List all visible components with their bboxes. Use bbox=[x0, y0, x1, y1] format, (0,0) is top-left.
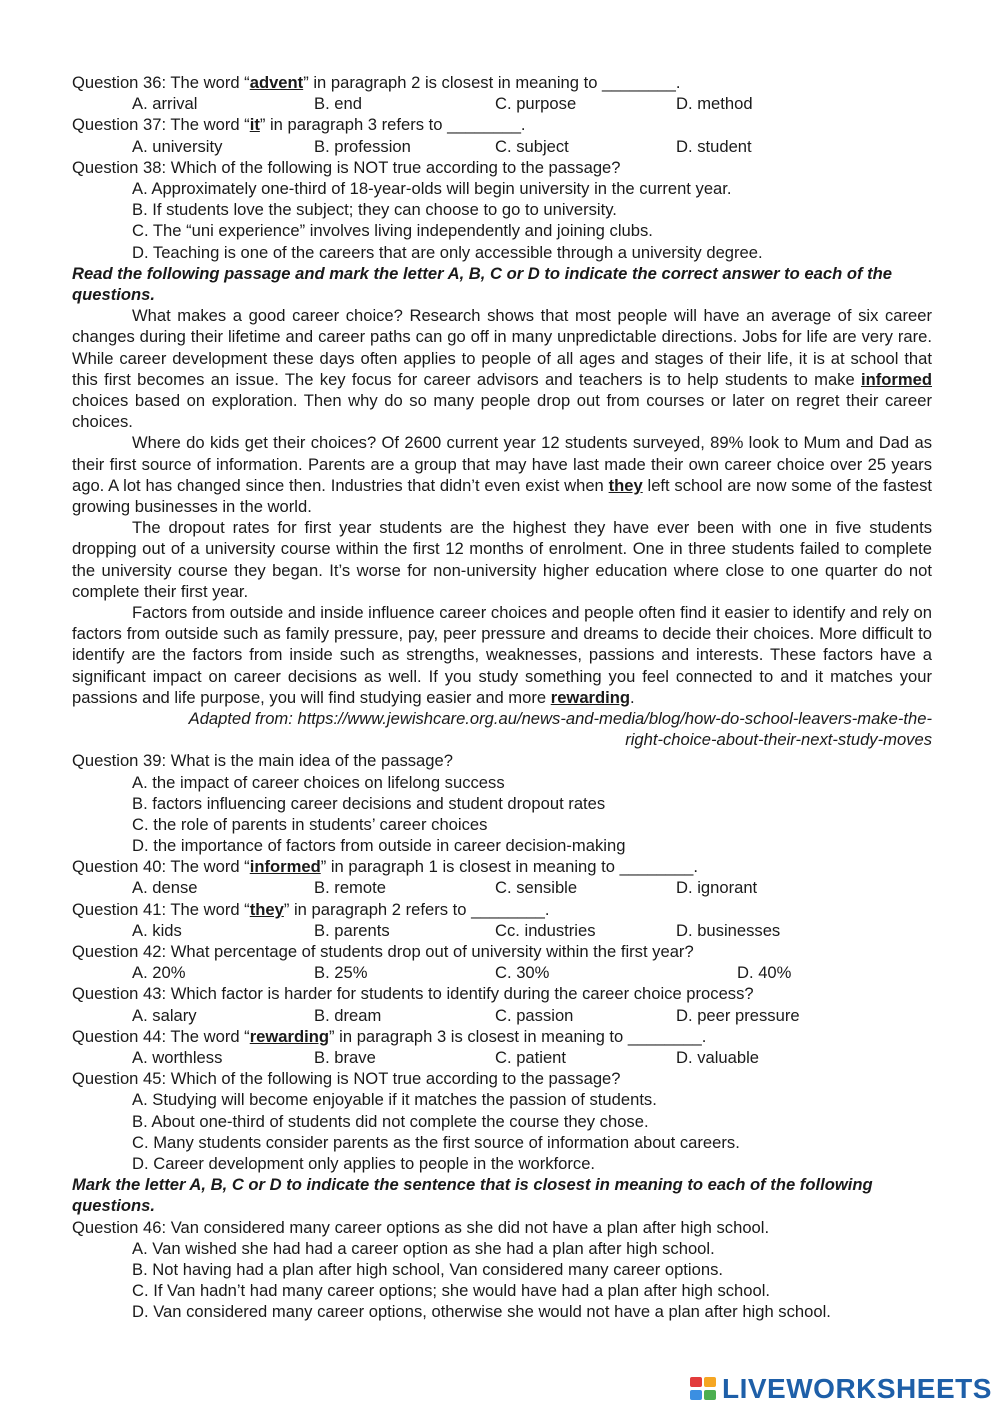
paragraph-1: What makes a good career choice? Research shows that most people will have an average of six career changes during their lifetime and career paths can go off in many unpredictable directions. Jobs for life are very rare. While career development these days often applies to people of all ages and stages of their life, it is at school that this first becomes an issue. The key focus for career advisors and teachers is to help students to make informed choices based on exploration. Then why do so many people drop out from courses or later on regret their career choices. bbox=[72, 306, 932, 432]
option-c[interactable]: C. sensible bbox=[495, 878, 578, 898]
question-36: Question 36: The word “advent” in paragraph 2 is closest in meaning to ________. bbox=[72, 73, 681, 92]
option-a[interactable]: A. 20% bbox=[132, 963, 186, 983]
question-40: Question 40: The word “informed” in paragraph 1 is closest in meaning to ________. bbox=[72, 857, 699, 877]
question-44: Question 44: The word “rewarding” in paragraph 3 is closest in meaning to ________. bbox=[72, 1026, 707, 1046]
option-c[interactable]: C. The “uni experience” involves living independently and joining clubs. bbox=[132, 221, 653, 241]
reading-passage bbox=[72, 305, 932, 708]
option-c[interactable]: C. patient bbox=[495, 1047, 567, 1067]
keyword-advent: advent bbox=[249, 73, 304, 92]
keyword-it: it bbox=[249, 115, 260, 135]
question-37-options bbox=[72, 136, 932, 157]
option-b[interactable]: B. end bbox=[314, 94, 362, 114]
option-a[interactable]: A. dense bbox=[132, 878, 198, 898]
question-44-options bbox=[72, 1047, 932, 1068]
source-citation: Adapted from: https://www.jewishcare.org.au/news-and-media/blog/how-do-school-leavers-make-the- right-choice-about-their-next-study-moves bbox=[188, 708, 932, 750]
question-40-options bbox=[72, 877, 932, 898]
option-b[interactable]: B. 25% bbox=[314, 963, 368, 983]
option-b[interactable]: B. brave bbox=[314, 1047, 376, 1067]
option-b[interactable]: B. profession bbox=[314, 136, 411, 156]
option-b[interactable]: B. About one-third of students did not complete the course they chose. bbox=[132, 1111, 649, 1131]
option-d[interactable]: D. peer pressure bbox=[676, 1005, 800, 1025]
keyword-rewarding: rewarding bbox=[249, 1026, 330, 1046]
option-c[interactable]: C. 30% bbox=[495, 963, 550, 983]
option-c[interactable]: C. If Van hadn’t had many career options; she would have had a plan after high school. bbox=[132, 1281, 771, 1301]
option-b[interactable]: B. dream bbox=[314, 1005, 382, 1025]
question-45: Question 45: Which of the following is NOT true according to the passage? bbox=[72, 1069, 621, 1089]
keyword-they: they bbox=[249, 899, 284, 919]
paragraph-2: Where do kids get their choices? Of 2600 current year 12 students surveyed, 89% look to Mum and Dad as their first source of information. Parents are a group that may have last made their own career choice over 25 years ago. A lot has changed since then. Industries that didn’t even exist when they left school are now some of the fastest growing businesses in the world. bbox=[72, 433, 932, 516]
brand-name: LIVEWORKSHEETS bbox=[722, 1373, 992, 1404]
option-c[interactable]: Cc. industries bbox=[495, 920, 596, 940]
option-a[interactable]: A. Approximately one-third of 18-year-olds will begin university in the current year. bbox=[132, 178, 732, 198]
question-41-options bbox=[72, 920, 932, 941]
option-d[interactable]: D. valuable bbox=[676, 1047, 760, 1067]
option-b[interactable]: B. If students love the subject; they can choose to go to university. bbox=[132, 200, 617, 220]
option-d[interactable]: D. the importance of factors from outside in career decision-making bbox=[132, 836, 626, 856]
question-38: Question 38: Which of the following is NOT true according to the passage? bbox=[72, 157, 621, 177]
option-a[interactable]: A. Studying will become enjoyable if it matches the passion of students. bbox=[132, 1090, 657, 1110]
option-a[interactable]: A. arrival bbox=[132, 94, 198, 114]
keyword-rewarding: rewarding bbox=[550, 687, 631, 707]
question-37: Question 37: The word “it” in paragraph 3 refers to ________. bbox=[72, 115, 526, 135]
option-b[interactable]: B. Not having had a plan after high school, Van considered many career options. bbox=[132, 1259, 723, 1279]
option-b[interactable]: B. factors influencing career decisions and student dropout rates bbox=[132, 793, 606, 813]
option-b[interactable]: B. parents bbox=[314, 920, 390, 940]
question-43-options bbox=[72, 1005, 932, 1026]
liveworksheets-logo[interactable] bbox=[690, 1374, 992, 1404]
option-d[interactable]: D. student bbox=[676, 136, 752, 156]
option-a[interactable]: A. Van wished she had had a career option as she had a plan after high school. bbox=[132, 1238, 715, 1258]
option-c[interactable]: C. purpose bbox=[495, 94, 577, 114]
option-c[interactable]: C. subject bbox=[495, 136, 569, 156]
option-d[interactable]: D. Teaching is one of the careers that are only accessible through a university degree. bbox=[132, 242, 763, 262]
option-d[interactable]: D. 40% bbox=[737, 963, 792, 983]
keyword-they: they bbox=[608, 475, 643, 495]
reading-instruction: Read the following passage and mark the letter A, B, C or D to indicate the correct answer to each of the questions. bbox=[72, 263, 893, 304]
option-d[interactable]: D. method bbox=[676, 94, 753, 114]
option-c[interactable]: C. Many students consider parents as the first source of information about careers. bbox=[132, 1132, 740, 1152]
paragraph-4: Factors from outside and inside influence career choices and people often find it easier to identify and rely on factors from outside such as family pressure, pay, peer pressure and dreams to decide their choices. More difficult to identify are the factors from inside such as strengths, weaknesses, passions and interests. These factors have a significant impact on career decisions as well. If you study something you feel connected to and it matches your passions and life purpose, you will find studying easier and more rewarding. bbox=[72, 602, 932, 707]
question-36-options bbox=[72, 93, 932, 114]
question-42: Question 42: What percentage of students drop out of university within the first year? bbox=[72, 942, 694, 962]
option-d[interactable]: D. Van considered many career options, otherwise she would not have a plan after high school. bbox=[132, 1302, 831, 1322]
option-a[interactable]: A. the impact of career choices on lifelong success bbox=[132, 772, 505, 792]
option-d[interactable]: D. ignorant bbox=[676, 878, 758, 898]
worksheet-page bbox=[72, 72, 932, 1322]
option-a[interactable]: A. kids bbox=[132, 920, 182, 940]
question-39: Question 39: What is the main idea of the passage? bbox=[72, 751, 453, 771]
liveworksheets-icon bbox=[690, 1377, 718, 1401]
question-43: Question 43: Which factor is harder for students to identify during the career choice process? bbox=[72, 984, 754, 1004]
option-b[interactable]: B. remote bbox=[314, 878, 386, 898]
option-a[interactable]: A. salary bbox=[132, 1005, 197, 1025]
keyword-informed: informed bbox=[861, 369, 932, 389]
option-d[interactable]: D. businesses bbox=[676, 920, 781, 940]
option-d[interactable]: D. Career development only applies to people in the workforce. bbox=[132, 1153, 596, 1173]
option-a[interactable]: A. worthless bbox=[132, 1047, 223, 1067]
paragraph-3: The dropout rates for first year students are the highest they have ever been with one in five students dropping out of a university course within the first 12 months of enrolment. One in three students failed to complete the university course they began. It’s worse for non-university higher education where close to one quarter do not complete their first year. bbox=[72, 518, 932, 601]
option-c[interactable]: C. the role of parents in students’ career choices bbox=[132, 814, 488, 834]
question-46: Question 46: Van considered many career options as she did not have a plan after high school. bbox=[72, 1217, 770, 1237]
rewrite-instruction: Mark the letter A, B, C or D to indicate the sentence that is closest in meaning to each of the following questions. bbox=[72, 1175, 873, 1216]
keyword-informed: informed bbox=[249, 857, 321, 877]
question-41: Question 41: The word “they” in paragraph 2 refers to ________. bbox=[72, 899, 550, 919]
option-c[interactable]: C. passion bbox=[495, 1005, 574, 1025]
question-42-options bbox=[72, 962, 932, 983]
option-a[interactable]: A. university bbox=[132, 136, 223, 156]
